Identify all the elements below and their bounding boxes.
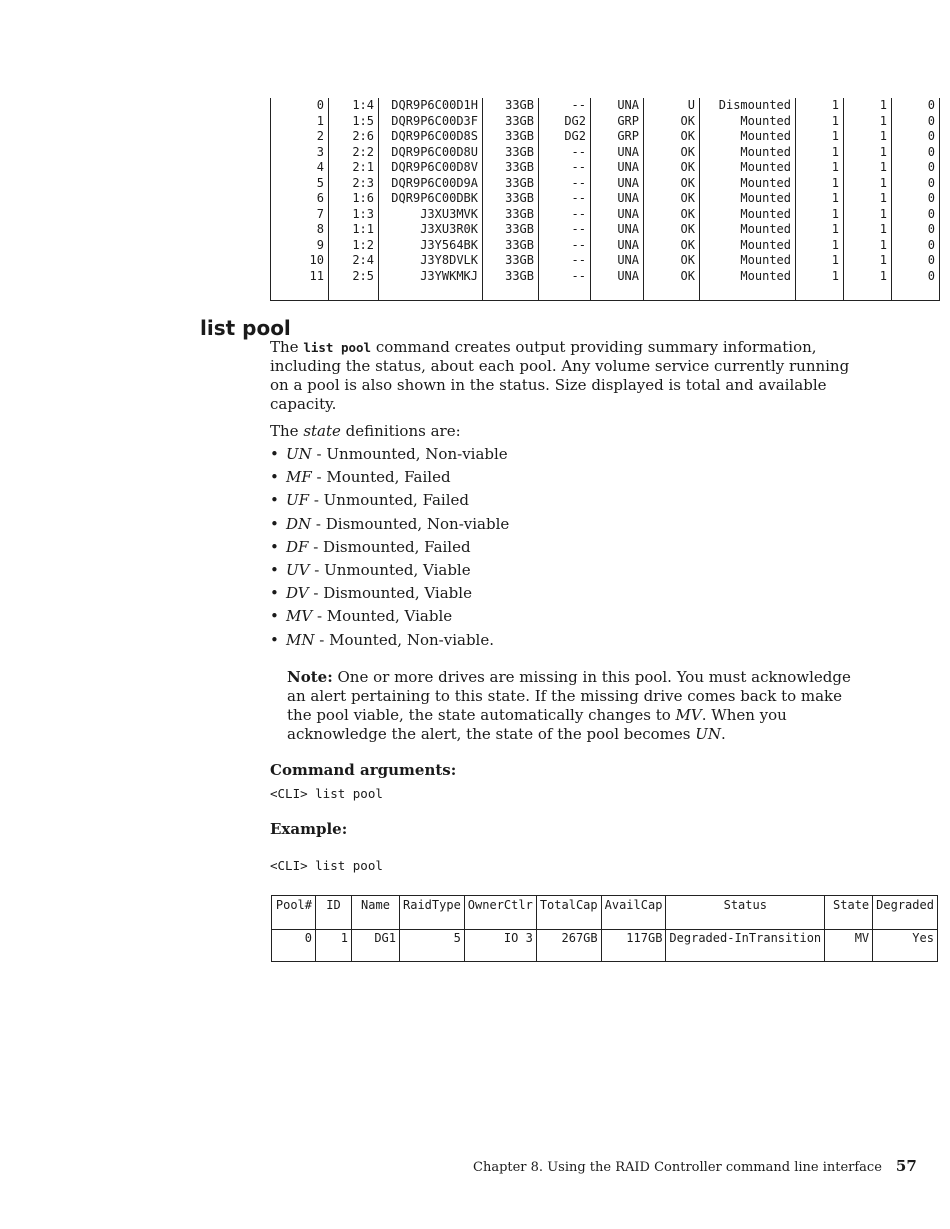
table-cell: 5 (400, 930, 465, 962)
table-cell: 0 (892, 98, 940, 114)
list-item (270, 605, 509, 628)
state-code: DN (286, 514, 312, 533)
table-row (271, 222, 940, 238)
table-row (272, 930, 938, 962)
table-cell: 1 (844, 191, 892, 207)
table-cell (483, 284, 539, 301)
state-code: MF (286, 468, 312, 487)
table-cell: Mounted (700, 129, 796, 145)
bullet: • (270, 468, 279, 487)
table-cell: DQR9P6C00D8S (379, 129, 483, 145)
table-cell: 1 (844, 176, 892, 192)
pool-table (271, 895, 938, 962)
table-cell: 2 (271, 129, 329, 145)
table-cell: 1 (796, 145, 844, 161)
table-cell: 33GB (483, 222, 539, 238)
note-state-mv: MV (675, 706, 702, 724)
table-cell: -- (539, 145, 591, 161)
table-cell: 1 (844, 238, 892, 254)
table-cell: 1:6 (329, 191, 379, 207)
table-cell: Degraded-InTransition (666, 930, 825, 962)
table-cell: 10 (271, 253, 329, 269)
table-cell: 1:3 (329, 207, 379, 223)
example-heading: Example: (270, 820, 348, 838)
table-cell: J3XU3R0K (379, 222, 483, 238)
table-cell: 33GB (483, 160, 539, 176)
table-cell: Mounted (700, 238, 796, 254)
intro-text: The (270, 338, 304, 356)
state-code: UN (286, 445, 312, 463)
table-cell: J3XU3MVK (379, 207, 483, 223)
table-cell: GRP (591, 129, 644, 145)
table-cell: Mounted (700, 114, 796, 130)
table-cell: UNA (591, 253, 644, 269)
table-cell: 33GB (483, 145, 539, 161)
table-cell: UNA (591, 191, 644, 207)
table-cell: 2:5 (329, 269, 379, 285)
bullet: • (270, 514, 279, 533)
table-cell: 2:2 (329, 145, 379, 161)
column-header: TotalCap (536, 896, 601, 930)
table-cell: -- (539, 176, 591, 192)
table-cell: 33GB (483, 129, 539, 145)
table-cell: 0 (892, 129, 940, 145)
example-code: <CLI> list pool (270, 858, 383, 873)
table-cell: DQR9P6C00DBK (379, 191, 483, 207)
table-cell (644, 284, 700, 301)
chapter-title: Chapter 8. Using the RAID Controller command line interface (473, 1160, 882, 1175)
table-cell: 6 (271, 191, 329, 207)
table-cell (271, 284, 329, 301)
table-cell: OK (644, 160, 700, 176)
list-item (270, 466, 509, 489)
table-cell: Mounted (700, 191, 796, 207)
command-arguments-code: <CLI> list pool (270, 786, 383, 801)
list-item (270, 629, 509, 652)
column-header: Degraded (873, 896, 938, 930)
table-cell: Mounted (700, 145, 796, 161)
table-cell: UNA (591, 222, 644, 238)
table-row (271, 129, 940, 145)
column-header: State (825, 896, 873, 930)
state-desc: - Dismounted, Viable (308, 584, 472, 603)
table-cell: OK (644, 176, 700, 192)
table-cell: 1 (844, 145, 892, 161)
table-cell: DG2 (539, 114, 591, 130)
state-intro-text: The (270, 422, 304, 440)
table-cell: UNA (591, 269, 644, 285)
table-cell: 9 (271, 238, 329, 254)
table-cell: 0 (892, 160, 940, 176)
table-cell: 0 (892, 207, 940, 223)
table-cell: 1 (796, 253, 844, 269)
table-cell: Dismounted (700, 98, 796, 114)
table-row (271, 98, 940, 114)
table-cell: 1 (844, 114, 892, 130)
table-cell: OK (644, 238, 700, 254)
table-cell: -- (539, 207, 591, 223)
state-code: DV (286, 584, 309, 603)
table-cell: Mounted (700, 207, 796, 223)
table-cell: 33GB (483, 98, 539, 114)
table-cell: 1 (844, 98, 892, 114)
state-desc: - Unmounted, Failed (309, 491, 469, 510)
table-cell: 1 (844, 207, 892, 223)
table-cell: 0 (892, 176, 940, 192)
table-row (271, 207, 940, 223)
table-cell: -- (539, 191, 591, 207)
table-cell: DG2 (539, 129, 591, 145)
table-cell: 0 (892, 145, 940, 161)
table-cell: 0 (892, 253, 940, 269)
state-intro (270, 422, 860, 441)
command-arguments-heading: Command arguments: (270, 761, 457, 779)
column-header: Status (666, 896, 825, 930)
table-cell: UNA (591, 98, 644, 114)
table-cell: DQR9P6C00D9A (379, 176, 483, 192)
drive-table-body (271, 98, 940, 301)
bullet: • (270, 537, 279, 556)
section-title: list pool (200, 316, 291, 340)
intro-text-rest: command creates output providing summary information, including the status, about each pool. Any volume service currently running on a pool is also shown in the status. Size displayed is total and available capacity. (270, 338, 850, 413)
table-cell: OK (644, 253, 700, 269)
state-code: UV (286, 560, 310, 579)
column-header: AvailCap (601, 896, 666, 930)
note-text: One or more drives are missing in this pool. You must acknowledge an alert pertaining to this state. If the missing drive comes back to make the pool viable, the state automatically changes to (287, 668, 851, 724)
table-cell: Mounted (700, 269, 796, 285)
table-row (271, 253, 940, 269)
table-cell: 33GB (483, 191, 539, 207)
table-cell: 0 (892, 238, 940, 254)
state-code: MN (286, 630, 315, 649)
table-cell: J3Y564BK (379, 238, 483, 254)
table-cell: 2:4 (329, 253, 379, 269)
table-cell: 0 (892, 222, 940, 238)
table-cell: 1 (844, 253, 892, 269)
state-code: UF (286, 491, 310, 510)
table-cell: -- (539, 253, 591, 269)
table-cell (329, 284, 379, 301)
list-item (270, 536, 509, 559)
table-cell: 1 (796, 98, 844, 114)
state-code: MV (286, 607, 313, 626)
table-cell: 33GB (483, 114, 539, 130)
table-cell (591, 284, 644, 301)
table-cell: -- (539, 238, 591, 254)
table-row (271, 114, 940, 130)
table-cell: 1 (316, 930, 352, 962)
table-cell: -- (539, 160, 591, 176)
state-code: DF (286, 537, 309, 556)
table-cell: J3YWKMKJ (379, 269, 483, 285)
table-cell: UNA (591, 207, 644, 223)
column-header: Pool# (272, 896, 316, 930)
note-state-un: UN (695, 725, 722, 743)
table-cell: 2:1 (329, 160, 379, 176)
state-desc: - Dismounted, Failed (308, 537, 471, 556)
table-cell: -- (539, 222, 591, 238)
table-cell: DQR9P6C00D1H (379, 98, 483, 114)
note-paragraph (287, 668, 857, 744)
table-row (271, 145, 940, 161)
table-cell: 7 (271, 207, 329, 223)
bullet: • (270, 560, 279, 579)
table-cell: 0 (892, 191, 940, 207)
table-cell: OK (644, 207, 700, 223)
list-item (270, 559, 509, 582)
table-cell (844, 284, 892, 301)
table-cell: Mounted (700, 160, 796, 176)
state-desc: - Dismounted, Non-viable (311, 514, 510, 533)
table-cell: 117GB (601, 930, 666, 962)
table-cell: 33GB (483, 269, 539, 285)
table-cell: OK (644, 145, 700, 161)
table-cell (892, 284, 940, 301)
table-cell: 8 (271, 222, 329, 238)
table-cell: 5 (271, 176, 329, 192)
table-row (271, 160, 940, 176)
table-cell: Mounted (700, 176, 796, 192)
bullet: • (270, 445, 279, 463)
table-cell: 1 (796, 160, 844, 176)
table-cell: DQR9P6C00D8V (379, 160, 483, 176)
note-label: Note: (287, 668, 333, 686)
table-cell: 1 (796, 269, 844, 285)
table-row (271, 269, 940, 285)
table-cell: 1 (796, 207, 844, 223)
note-end: . (721, 725, 726, 743)
table-row (271, 238, 940, 254)
column-header: Name (352, 896, 400, 930)
table-cell: 11 (271, 269, 329, 285)
table-cell: 1 (796, 238, 844, 254)
table-cell: 1 (844, 222, 892, 238)
table-cell: 1:4 (329, 98, 379, 114)
page-number: 57 (895, 1157, 917, 1175)
column-header: OwnerCtlr (464, 896, 536, 930)
table-cell: 1 (796, 176, 844, 192)
table-cell: UNA (591, 145, 644, 161)
table-cell: OK (644, 191, 700, 207)
state-desc: - Mounted, Non-viable. (314, 630, 494, 649)
table-cell: -- (539, 269, 591, 285)
intro-command: list pool (303, 340, 372, 355)
table-cell: J3Y8DVLK (379, 253, 483, 269)
table-cell: 33GB (483, 253, 539, 269)
table-cell: 2:3 (329, 176, 379, 192)
state-desc: - Mounted, Viable (312, 607, 453, 626)
state-desc: - Mounted, Failed (311, 468, 451, 487)
state-definitions-list (270, 443, 509, 652)
table-cell: 33GB (483, 207, 539, 223)
table-cell: 33GB (483, 176, 539, 192)
note-text-2: . When you acknowledge the alert, the state of the pool becomes (287, 706, 787, 743)
pool-table-header (272, 896, 938, 930)
table-cell: Mounted (700, 222, 796, 238)
table-cell: DQR9P6C00D8U (379, 145, 483, 161)
table-cell: DQR9P6C00D3F (379, 114, 483, 130)
table-cell: OK (644, 222, 700, 238)
table-cell: MV (825, 930, 873, 962)
table-cell: UNA (591, 238, 644, 254)
table-cell: 1 (844, 160, 892, 176)
state-desc: - Unmounted, Viable (309, 560, 471, 579)
table-footer-row (271, 284, 940, 301)
table-cell (379, 284, 483, 301)
table-cell: OK (644, 269, 700, 285)
table-cell: U (644, 98, 700, 114)
table-cell: 1:2 (329, 238, 379, 254)
column-header: ID (316, 896, 352, 930)
table-cell: 1 (844, 269, 892, 285)
page-footer (473, 1157, 917, 1175)
table-cell: 1 (271, 114, 329, 130)
table-cell (796, 284, 844, 301)
list-item (270, 513, 509, 536)
table-cell: DG1 (352, 930, 400, 962)
bullet: • (270, 584, 279, 603)
table-cell (700, 284, 796, 301)
table-cell: Yes (873, 930, 938, 962)
table-cell: 0 (271, 98, 329, 114)
table-cell: 0 (892, 269, 940, 285)
table-cell: 2:6 (329, 129, 379, 145)
table-cell: 1 (844, 129, 892, 145)
state-intro-rest: definitions are: (340, 422, 461, 440)
table-cell: 1 (796, 191, 844, 207)
table-cell: OK (644, 114, 700, 130)
table-cell: 0 (892, 114, 940, 130)
table-cell: Mounted (700, 253, 796, 269)
bullet: • (270, 630, 279, 649)
state-word: state (303, 422, 341, 440)
table-cell: 4 (271, 160, 329, 176)
table-cell: GRP (591, 114, 644, 130)
table-cell: 3 (271, 145, 329, 161)
table-row (271, 176, 940, 192)
table-cell: UNA (591, 160, 644, 176)
table-cell: 1 (796, 114, 844, 130)
list-item (270, 443, 509, 466)
table-cell (539, 284, 591, 301)
table-cell: 1 (796, 222, 844, 238)
table-cell: 1:1 (329, 222, 379, 238)
intro-paragraph (270, 338, 860, 414)
table-cell: -- (539, 98, 591, 114)
list-item (270, 489, 509, 512)
state-desc: - Unmounted, Non-viable (311, 445, 508, 463)
table-row (271, 191, 940, 207)
drive-status-table (270, 98, 940, 301)
bullet: • (270, 491, 279, 510)
list-item (270, 582, 509, 605)
table-cell: 33GB (483, 238, 539, 254)
table-cell: 0 (272, 930, 316, 962)
table-cell: 1 (796, 129, 844, 145)
table-cell: IO 3 (464, 930, 536, 962)
table-cell: OK (644, 129, 700, 145)
bullet: • (270, 607, 279, 626)
table-cell: 267GB (536, 930, 601, 962)
column-header: RaidType (400, 896, 465, 930)
table-cell: 1:5 (329, 114, 379, 130)
table-cell: UNA (591, 176, 644, 192)
